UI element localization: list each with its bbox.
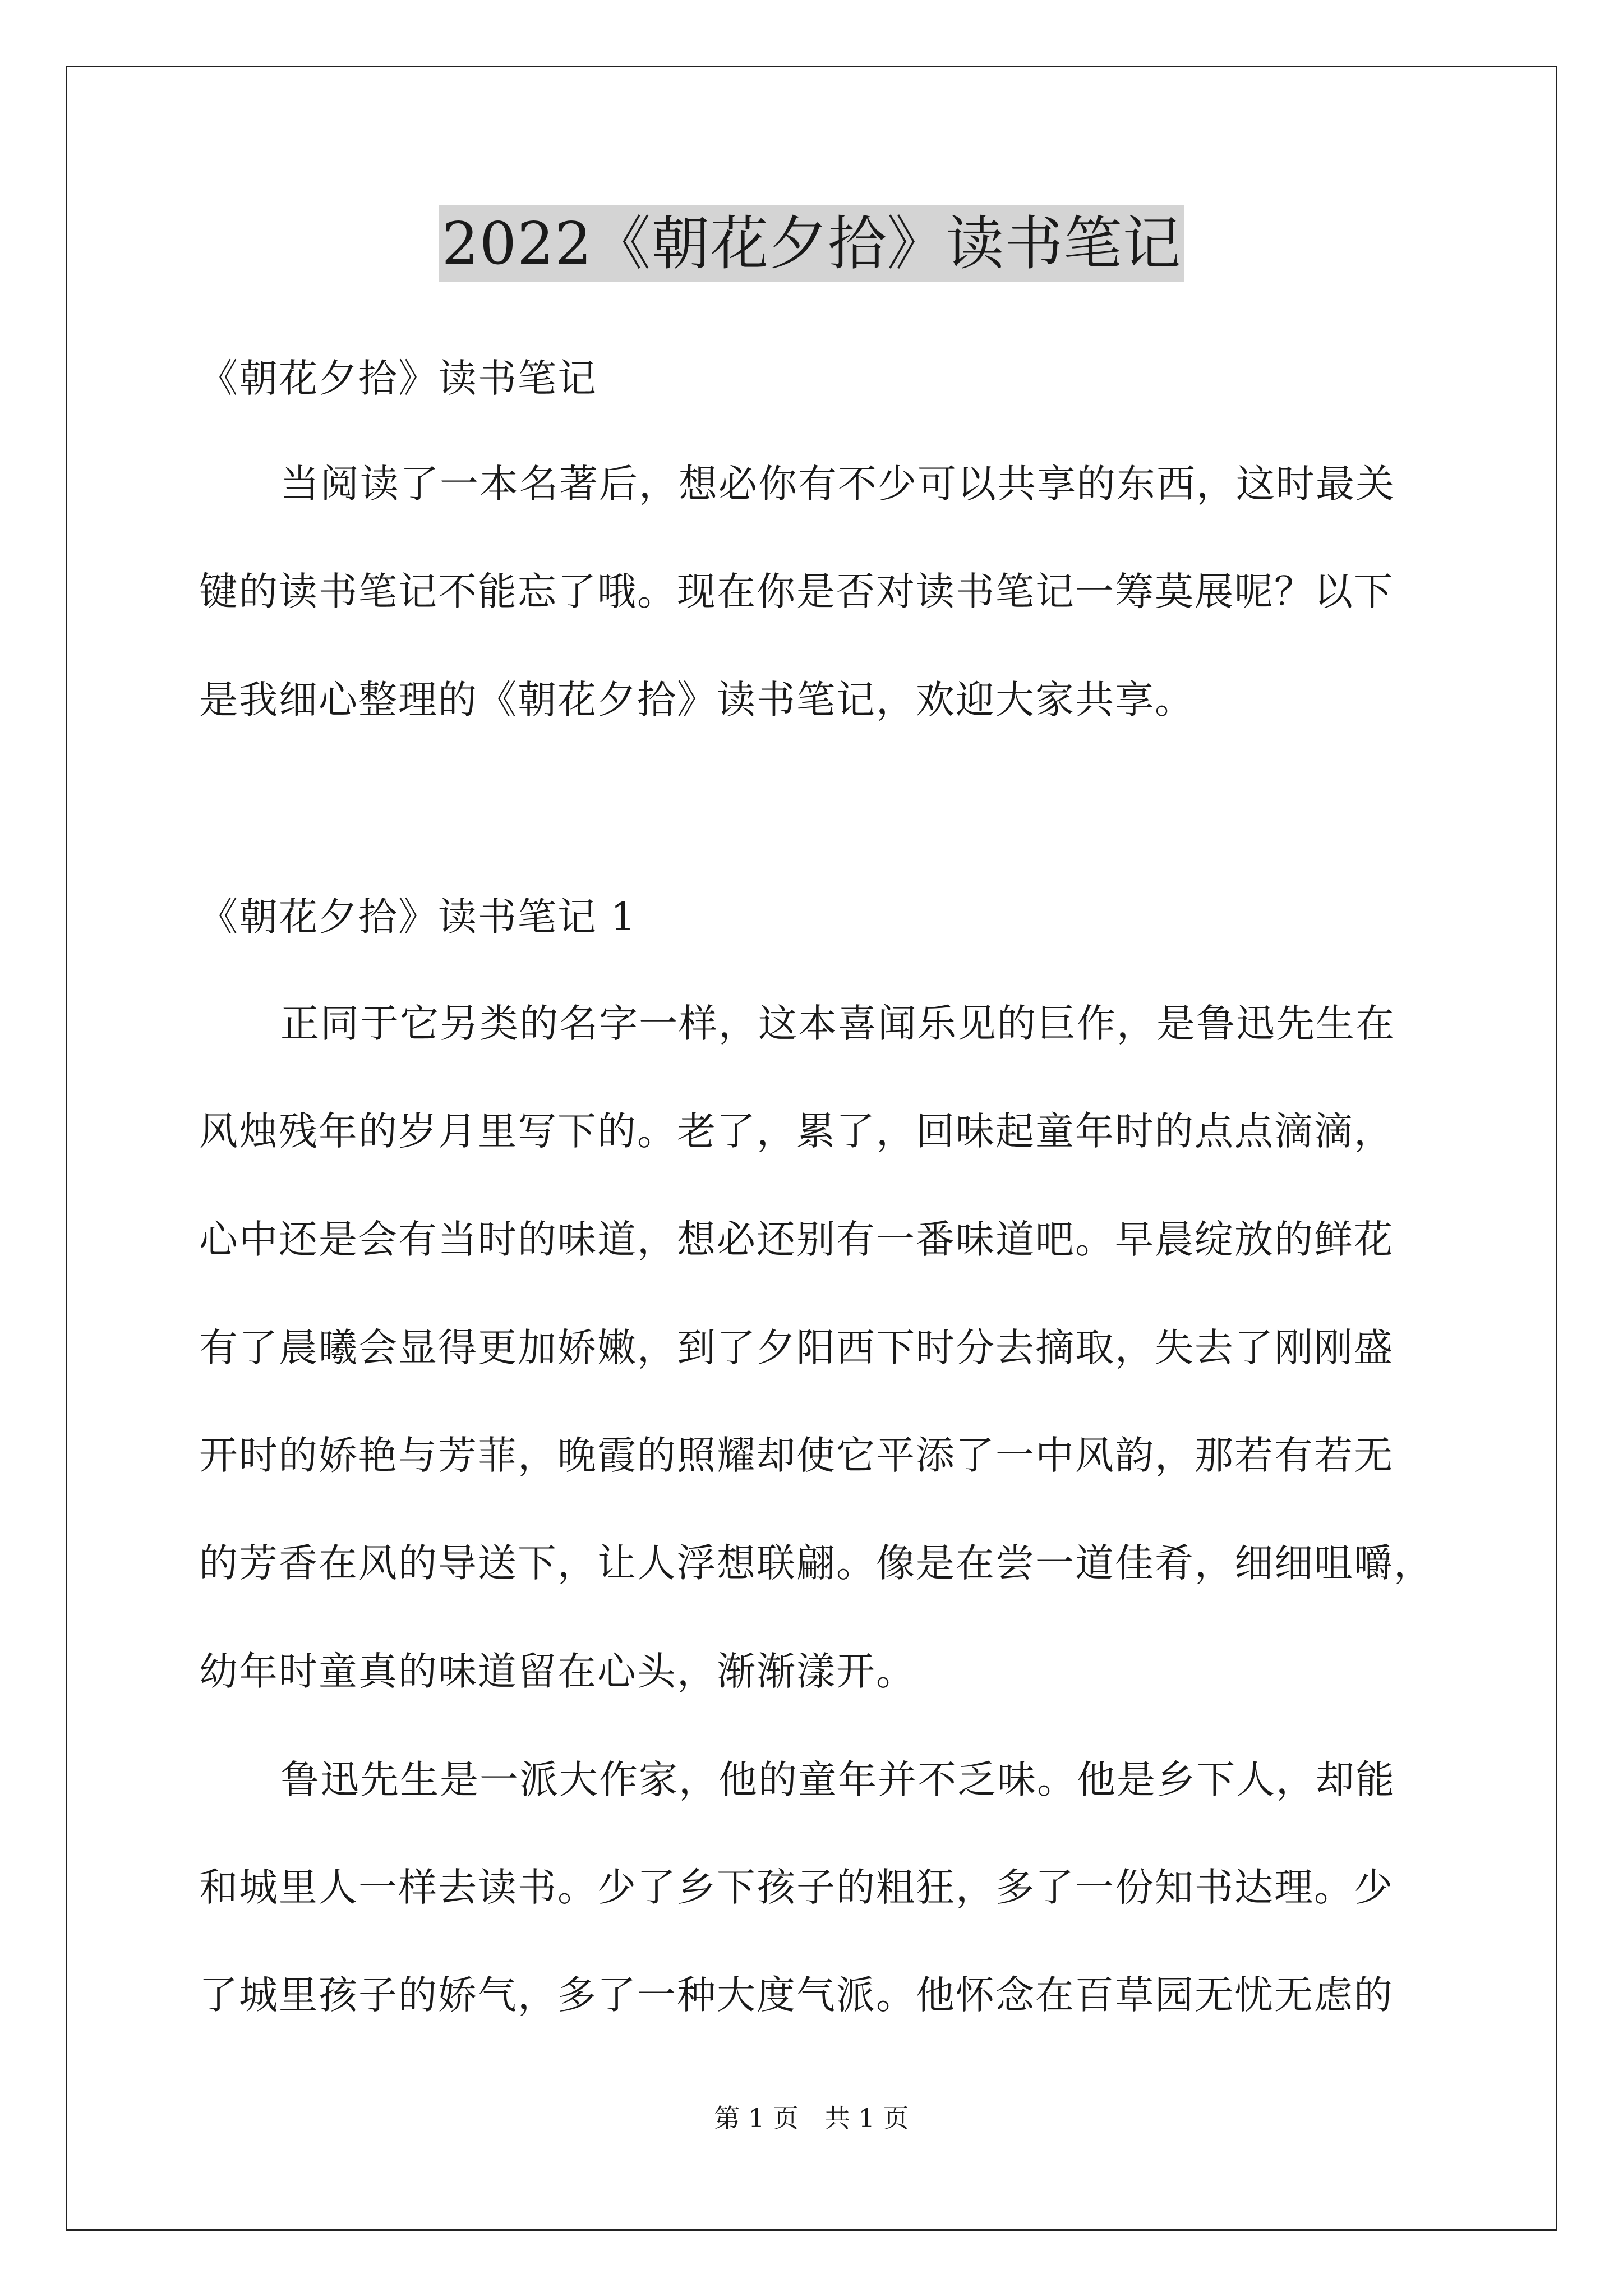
paragraph1-line-7: 幼年时童真的味道留在心头，渐渐漾开。 [199, 1649, 916, 1694]
intro-line-3: 是我细心整理的《朝花夕拾》读书笔记，欢迎大家共享。 [199, 678, 1195, 723]
paragraph1-line-2: 风烛残年的岁月里写下的。老了，累了，回味起童年时的点点滴滴， [199, 1109, 1394, 1154]
document-subtitle: 《朝花夕拾》读书笔记 [199, 356, 597, 401]
paragraph1-line-6: 的芳香在风的导送下，让人浮想联翩。像是在尝一道佳肴，细细咀嚼， [199, 1541, 1433, 1586]
paragraph2-line-2: 和城里人一样去读书。少了乡下孩子的粗狂，多了一份知书达理。少 [199, 1865, 1394, 1910]
paragraph1-line-4: 有了晨曦会显得更加娇嫩，到了夕阳西下时分去摘取，失去了刚刚盛 [199, 1326, 1394, 1370]
paragraph1-line-5: 开时的娇艳与芳菲，晚霞的照耀却使它平添了一中风韵，那若有若无 [199, 1433, 1394, 1478]
paragraph1-line-3: 心中还是会有当时的味道，想必还别有一番味道吧。早晨绽放的鲜花 [199, 1217, 1394, 1262]
document-title: 2022《朝花夕拾》读书笔记 [439, 205, 1185, 282]
intro-line-2: 键的读书笔记不能忘了哦。现在你是否对读书笔记一筹莫展呢？以下 [199, 569, 1394, 614]
paragraph2-line-1: 鲁迅先生是一派大作家，他的童年并不乏味。他是乡下人，却能 [280, 1757, 1395, 1802]
paragraph1-line-1: 正同于它另类的名字一样，这本喜闻乐见的巨作，是鲁迅先生在 [280, 1001, 1395, 1046]
page-footer: 第 1 页 共 1 页 [714, 2103, 909, 2133]
intro-line-1: 当阅读了一本名著后，想必你有不少可以共享的东西，这时最关 [280, 462, 1395, 507]
title-container [0, 205, 1623, 282]
paragraph2-line-3: 了城里孩子的娇气，多了一种大度气派。他怀念在百草园无忧无虑的 [199, 1973, 1394, 2018]
section-heading: 《朝花夕拾》读书笔记 1 [199, 895, 637, 940]
